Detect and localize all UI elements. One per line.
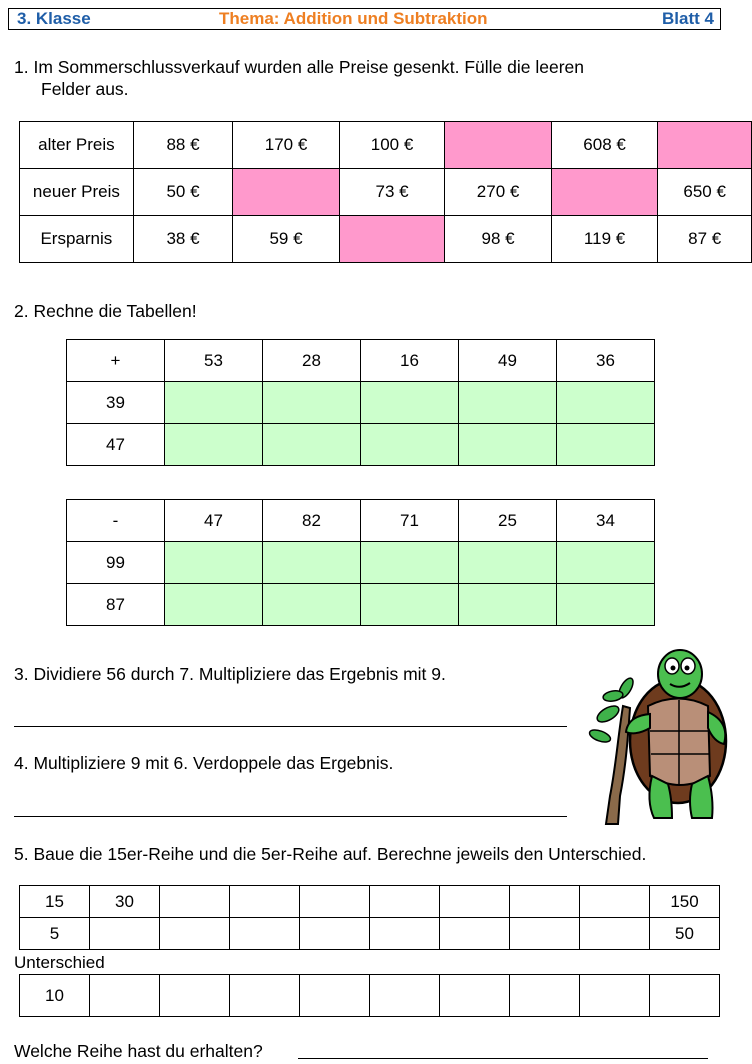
series-input-cell[interactable] bbox=[370, 886, 440, 918]
operator-cell: + bbox=[67, 340, 165, 382]
price-cell: 270 € bbox=[445, 169, 552, 216]
difference-table bbox=[19, 974, 720, 1017]
price-row-label: neuer Preis bbox=[20, 169, 134, 216]
subtraction-table bbox=[66, 499, 655, 626]
series-input-cell[interactable] bbox=[160, 975, 230, 1017]
calc-row bbox=[67, 542, 655, 584]
question-2-text: 2. Rechne die Tabellen! bbox=[14, 301, 197, 321]
price-cell: 38 € bbox=[133, 216, 233, 263]
price-input-cell[interactable] bbox=[339, 216, 445, 263]
column-number: 71 bbox=[361, 500, 459, 542]
answer-cell[interactable] bbox=[459, 542, 557, 584]
question-5-text: 5. Baue die 15er-Reihe und die 5er-Reihe auf. Berechne jeweils den Unterschied. bbox=[14, 844, 647, 864]
row-number: 99 bbox=[67, 542, 165, 584]
calc-row bbox=[67, 424, 655, 466]
column-number: 16 bbox=[361, 340, 459, 382]
price-row bbox=[20, 216, 752, 263]
answer-cell[interactable] bbox=[459, 424, 557, 466]
series-input-cell[interactable] bbox=[650, 975, 720, 1017]
series-cell: 15 bbox=[20, 886, 90, 918]
sheet-number: Blatt 4 bbox=[662, 9, 714, 28]
answer-cell[interactable] bbox=[165, 382, 263, 424]
price-cell: 59 € bbox=[233, 216, 340, 263]
calc-header-row bbox=[67, 500, 655, 542]
price-input-cell[interactable] bbox=[551, 169, 658, 216]
final-question-text: Welche Reihe hast du erhalten? bbox=[14, 1041, 263, 1061]
series-input-cell[interactable] bbox=[160, 886, 230, 918]
answer-cell[interactable] bbox=[557, 382, 655, 424]
column-number: 47 bbox=[165, 500, 263, 542]
series-input-cell[interactable] bbox=[90, 918, 160, 950]
column-number: 82 bbox=[263, 500, 361, 542]
series-row bbox=[20, 918, 720, 950]
row-number: 87 bbox=[67, 584, 165, 626]
answer-cell[interactable] bbox=[263, 542, 361, 584]
series-input-cell[interactable] bbox=[510, 975, 580, 1017]
price-input-cell[interactable] bbox=[445, 122, 552, 169]
series-cell: 30 bbox=[90, 886, 160, 918]
column-number: 28 bbox=[263, 340, 361, 382]
price-cell: 650 € bbox=[658, 169, 752, 216]
calc-header-row bbox=[67, 340, 655, 382]
answer-cell[interactable] bbox=[165, 424, 263, 466]
series-input-cell[interactable] bbox=[300, 886, 370, 918]
price-input-cell[interactable] bbox=[233, 169, 340, 216]
row-number: 39 bbox=[67, 382, 165, 424]
question-1-line2: Felder aus. bbox=[41, 79, 129, 99]
column-number: 25 bbox=[459, 500, 557, 542]
series-input-cell[interactable] bbox=[230, 918, 300, 950]
price-row-label: alter Preis bbox=[20, 122, 134, 169]
series-input-cell[interactable] bbox=[440, 975, 510, 1017]
price-cell: 50 € bbox=[133, 169, 233, 216]
series-input-cell[interactable] bbox=[580, 918, 650, 950]
answer-line-4[interactable] bbox=[14, 816, 567, 817]
series-input-cell[interactable] bbox=[440, 886, 510, 918]
series-row bbox=[20, 975, 720, 1017]
series-input-cell[interactable] bbox=[510, 886, 580, 918]
series-cell: 5 bbox=[20, 918, 90, 950]
column-number: 34 bbox=[557, 500, 655, 542]
price-input-cell[interactable] bbox=[658, 122, 752, 169]
calc-row bbox=[67, 584, 655, 626]
answer-cell[interactable] bbox=[361, 382, 459, 424]
series-input-cell[interactable] bbox=[230, 975, 300, 1017]
answer-cell[interactable] bbox=[557, 424, 655, 466]
answer-cell[interactable] bbox=[263, 584, 361, 626]
grade-label: 3. Klasse bbox=[17, 9, 91, 28]
final-answer-line[interactable] bbox=[298, 1058, 708, 1059]
series-input-cell[interactable] bbox=[580, 886, 650, 918]
question-4-text: 4. Multipliziere 9 mit 6. Verdoppele das Ergebnis. bbox=[14, 753, 394, 773]
answer-cell[interactable] bbox=[459, 584, 557, 626]
series-input-cell[interactable] bbox=[300, 975, 370, 1017]
column-number: 53 bbox=[165, 340, 263, 382]
worksheet-header bbox=[8, 8, 721, 30]
answer-cell[interactable] bbox=[557, 542, 655, 584]
question-1-line1: 1. Im Sommerschlussverkauf wurden alle Preise gesenkt. Fülle die leeren bbox=[14, 57, 584, 77]
price-cell: 170 € bbox=[233, 122, 340, 169]
series-input-cell[interactable] bbox=[580, 975, 650, 1017]
column-number: 49 bbox=[459, 340, 557, 382]
series-input-cell[interactable] bbox=[90, 975, 160, 1017]
price-cell: 100 € bbox=[339, 122, 445, 169]
series-input-cell[interactable] bbox=[370, 975, 440, 1017]
answer-cell[interactable] bbox=[459, 382, 557, 424]
price-cell: 73 € bbox=[339, 169, 445, 216]
row-number: 47 bbox=[67, 424, 165, 466]
topic-title: Thema: Addition und Subtraktion bbox=[219, 9, 488, 28]
series-cell: 50 bbox=[650, 918, 720, 950]
price-cell: 87 € bbox=[658, 216, 752, 263]
column-number: 36 bbox=[557, 340, 655, 382]
price-cell: 98 € bbox=[445, 216, 552, 263]
series-input-cell[interactable] bbox=[440, 918, 510, 950]
price-row bbox=[20, 122, 752, 169]
series-cell: 150 bbox=[650, 886, 720, 918]
answer-cell[interactable] bbox=[361, 424, 459, 466]
turtle-illustration bbox=[588, 636, 738, 826]
series-input-cell[interactable] bbox=[370, 918, 440, 950]
answer-line-3[interactable] bbox=[14, 726, 567, 727]
price-cell: 119 € bbox=[551, 216, 658, 263]
addition-table bbox=[66, 339, 655, 466]
answer-cell[interactable] bbox=[263, 424, 361, 466]
question-3-text: 3. Dividiere 56 durch 7. Multipliziere das Ergebnis mit 9. bbox=[14, 664, 446, 684]
price-cell: 88 € bbox=[133, 122, 233, 169]
price-row-label: Ersparnis bbox=[20, 216, 134, 263]
series-input-cell[interactable] bbox=[230, 886, 300, 918]
series-row bbox=[20, 886, 720, 918]
answer-cell[interactable] bbox=[165, 584, 263, 626]
price-cell: 608 € bbox=[551, 122, 658, 169]
series-input-cell[interactable] bbox=[160, 918, 230, 950]
series-table bbox=[19, 885, 720, 950]
answer-cell[interactable] bbox=[165, 542, 263, 584]
series-input-cell[interactable] bbox=[300, 918, 370, 950]
answer-cell[interactable] bbox=[361, 542, 459, 584]
price-row bbox=[20, 169, 752, 216]
answer-cell[interactable] bbox=[557, 584, 655, 626]
calc-row bbox=[67, 382, 655, 424]
answer-cell[interactable] bbox=[263, 382, 361, 424]
price-table bbox=[19, 121, 752, 263]
series-cell: 10 bbox=[20, 975, 90, 1017]
answer-cell[interactable] bbox=[361, 584, 459, 626]
operator-cell: - bbox=[67, 500, 165, 542]
series-input-cell[interactable] bbox=[510, 918, 580, 950]
difference-label: Unterschied bbox=[14, 953, 105, 972]
